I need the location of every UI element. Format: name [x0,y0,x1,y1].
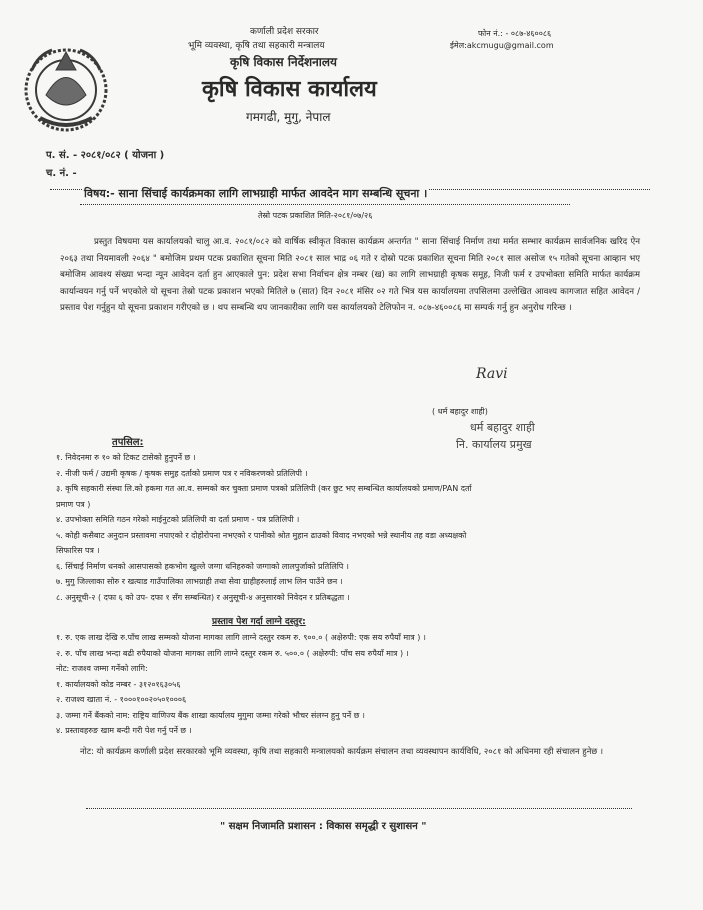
tapsil-item: ३. कृषि सहकारी संस्था लि.को हकमा गत आ.व. सम्मको कर चुक्ता प्रमाण पत्रको प्रतिलिपी (कर छुट भए सम्बन्धित कार्यालयको प्रमाण/PAN दर्ता [56,484,472,493]
notice-body: प्रस्तुत विषयमा यस कार्यालयको चालु आ.व. २०८१/०८२ को वार्षिक स्वीकृत विकास कार्यक्रम अन्तर्गत " साना सिंचाई निर्माण तथा मर्मत सम्भार कार्यक्रम सार्वजनिक खरिद ऐन २०६३ तथा नियमावली २०६४ " बमोजिम प्रथम पटक प्रकाशित सूचना मिति २०८१ साल भाद्र ०६ गते र दोस्रो पटक प्रकाशित सूचना मिति २०८१ साल असोज १५ गतेको सूचना आव्हान भए बमोजिम आवश्य संख्या भन्दा न्यून आवेदन दर्ता हुन आएकाले पुन: प्रदेश सभा निर्वाचन क्षेत्र नम्बर (ख) का लागि लाभग्राही कृषक समूह, निजी फर्म र उपभोक्ता समिति मार्फत कार्यक्रम कार्यान्वयन गर्नु पर्ने भएकोले यो सूचना तेस्रो पटक प्रकाशन भएको मितिले ७ (सात) दिन २०८१ मंसिर ०२ गते भित्र यस कार्यालयमा तपसिलमा उल्लेखित आवश्य कागजात सहित आवेदन / प्रस्ताव पेश गर्नुहुन यो सूचना प्रकाशन गरीएको छ । थप सम्बन्धि थप जानकारीका लागि यस कार्यालयको टेलिफोन न. ०८७-४६००८६ मा सम्पर्क गर्नु हुन अनुरोध गरिन्छ । [60,237,640,313]
fee-item: नोट: राजश्व जम्मा गर्नेको लागि: [56,664,148,673]
office-address: गमगढी, मुगु, नेपाल [246,110,331,124]
fee-item: १. कार्यालयको कोड नम्बर - ३१२०१६३०५६ [56,679,181,689]
tapsil-item: प्रमाण पत्र ) [56,499,91,509]
directorate-line: कृषि विकास निर्देशनालय [230,55,337,69]
signatory-name-bracket: ( धर्म बहादुर शाही) [432,407,488,416]
tapsil-item: ६. सिंचाई निर्माण धनको आसपासको हकभोग खुल्ले जग्गा धनिहरुको जग्गाको लालपुर्जाको प्रतिलिपि । [56,561,349,571]
dispatch-number: च. नं. - [46,168,77,179]
gov-line: कर्णाली प्रदेश सरकार [250,27,319,37]
reference-number: प. सं. - २०८१/०८२ ( योजना ) [46,150,165,161]
tapsil-item: ५. कोही कसैबाट अनुदान प्रस्तावमा नपाएको र दोहोरोपना नभएको र पानीको श्रोत मुहान ढाउको विवाद नभएको भन्ने स्थानीय तह वडा अध्यक्षको [56,530,467,540]
fee-note: नोट: यो कार्यक्रम कर्णाली प्रदेश सरकारको भूमि व्यवस्था, कृषि तथा सहकारी मन्त्रालयको कार्यक्रम संचालन तथा व्यवस्थापन कार्यविधि, २०८१ को अधिनमा रही संचालन हुनेछ । [80,746,604,756]
footer-slogan: " सक्षम निजामति प्रशासन : विकास समृद्धी र सुशासन " [220,821,427,832]
tapsil-item: १. निवेदनमा रु १० को टिकट टासेको हुनुपर्ने छ । [56,453,196,462]
tapsil-list [56,450,656,605]
fee-item: १. रु. एक लाख देखि रु.पाँच लाख सम्मको योजना मागका लागि लाग्ने दस्तुर रकम रु. ९००.० ( अक्षेरुपी: एक सय रुपैयाँ मात्र ) । [56,633,426,642]
phone-number: फोन नं.: - ०८७-४६००८६ [478,29,552,38]
signatory-title-stamp: नि. कार्यालय प्रमुख [456,438,532,451]
fee-heading: प्रस्ताव पेश गर्दा लाग्ने दस्तुर: [212,617,306,627]
ministry-line: भूमि व्यवस्था, कृषि तथा सहकारी मन्त्रालय [188,41,325,51]
fee-list [56,630,656,739]
tapsil-heading: तपसिल: [112,437,144,448]
email-address: ईमेल:akcmugu@gmail.com [450,41,554,50]
footer-rule [86,808,632,809]
fee-item: ४. प्रस्तावहरुङ खाम बन्दी गरी पेश गर्नु पर्ने छ । [56,726,192,735]
tapsil-item: ७. मुगु जिल्लाका सोरु र खत्याड गाउँपालिका लाभग्राही तथा सेवा ग्राहीहरुलाई लाभ लिन पाउँने छन । [56,577,343,586]
signature-scribble: Ravi [476,366,508,382]
nepal-emblem-icon [18,40,113,135]
tapsil-item: ८. अनुसूची-२ ( दफा ६ को उप- दफा १ सँग सम्बन्धित) र अनुसूची-४ अनुसारको निवेदन र प्रतिबद्धता । [56,592,350,602]
signatory-name-stamp: धर्म बहादुर शाही [470,421,535,434]
fee-item: ३. जम्मा गर्ने बैंकको नाम: राष्ट्रिय वाणिज्य बैंक शाखा कार्यालय मुगुमा जम्मा गरेको भौचर संलग्न हुनु पर्ने छ । [56,710,365,720]
tapsil-item: ४. उपभोक्ता समिति गठन गरेको माईनुटको प्रतिलिपी वा दर्ता प्रमाण - पत्र प्रतिलिपी । [56,515,300,524]
tapsil-item: २. नीजी फर्म / उद्यमी कृषक / कृषक समुह दर्ताको प्रमाण पत्र र नविकरणको प्रतिलिपी । [56,468,308,478]
tapsil-item: सिफारिस पत्र । [56,546,100,555]
subject-title: विषय:- साना सिंचाई कार्यक्रमका लागि लाभग्राही मार्फत आवदेन माग सम्बन्धि सूचना । [82,185,429,203]
fee-item: २. रु. पाँच लाख भन्दा बढी रुपैयाको योजना मागका लागि लाग्ने दस्तुर रकम रु. ५००.० ( अक्षेरुपी: पाँच सय रुपैयाँ मात्र ) । [56,648,409,658]
subject-rule-bottom [80,204,570,205]
office-title: कृषि विकास कार्यालय [202,77,377,102]
fee-item: २. राजश्व खाता नं. - १०००१००२०५०१०००६ [56,695,187,704]
third-publish-date: तेस्रो पटक प्रकाशित मिति-२०८१/०७/२६ [258,211,373,220]
